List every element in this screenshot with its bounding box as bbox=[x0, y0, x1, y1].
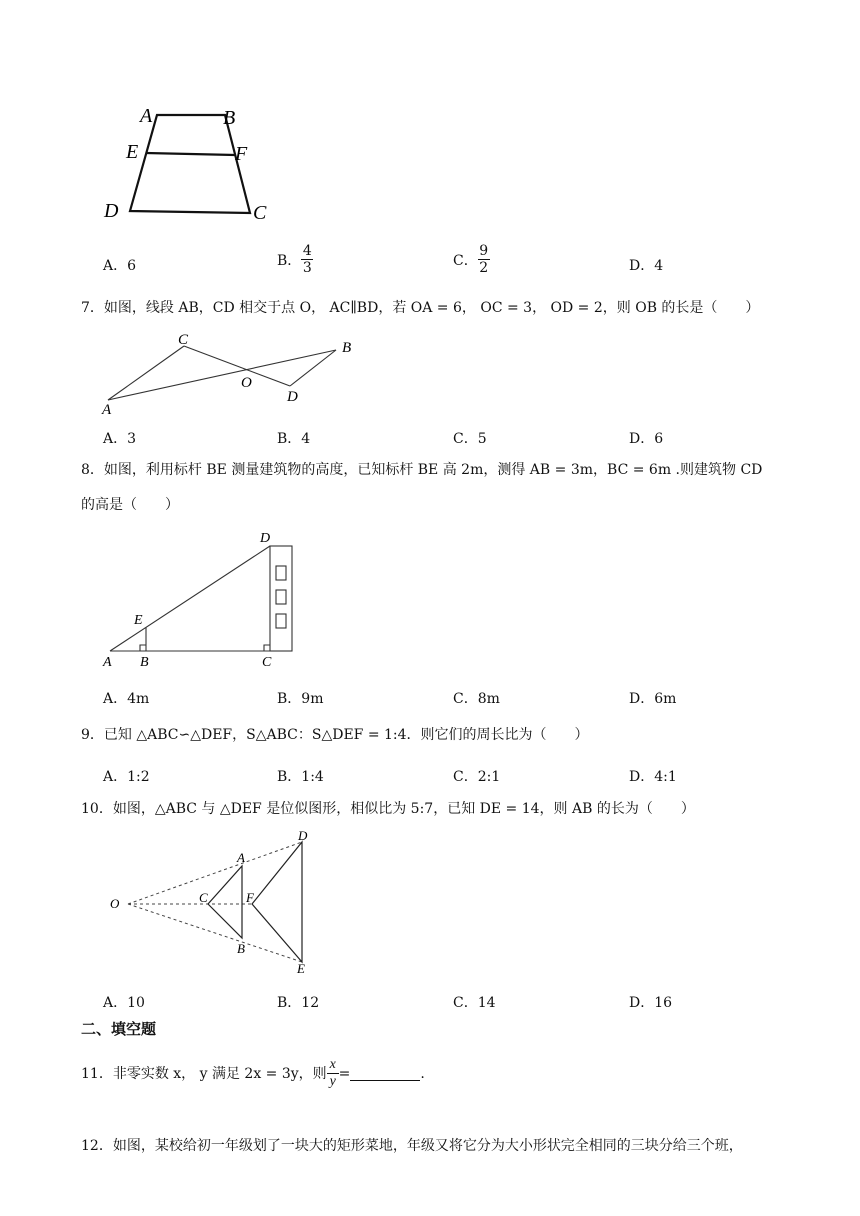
q8-question-text-line1: 8．如图，利用标杆 BE 测量建筑物的高度，已知标杆 BE 高 2m，测得 AB = 3m，BC = 6m .则建筑物 CD bbox=[81, 462, 763, 478]
frac-den: 3 bbox=[302, 260, 312, 276]
q6-option-b-fraction bbox=[301, 243, 313, 276]
q9-option-b[interactable]: B．1:4 bbox=[277, 769, 324, 785]
q8-question-text-line2: 的高是（ ） bbox=[81, 497, 179, 513]
label-e: E bbox=[297, 961, 305, 976]
q11-question bbox=[81, 1057, 425, 1090]
label-b: B bbox=[223, 107, 236, 129]
q10-option-b[interactable]: B．12 bbox=[277, 995, 320, 1011]
q7-question-text: 7．如图，线段 AB，CD 相交于点 O， AC∥BD，若 OA = 6， OC = 3， OD = 2，则 OB 的长是（ ） bbox=[81, 300, 760, 316]
label-c: C bbox=[253, 202, 267, 224]
frac-num: x bbox=[329, 1057, 336, 1072]
label-a: A bbox=[102, 402, 112, 418]
label-a: A bbox=[140, 105, 153, 127]
q6-trapezoid-figure bbox=[100, 100, 280, 225]
q10-option-d[interactable]: D．16 bbox=[629, 995, 673, 1011]
q8-figure bbox=[100, 528, 300, 673]
right-angle-mark bbox=[264, 645, 270, 651]
label-e: E bbox=[134, 613, 143, 628]
label-c: C bbox=[178, 332, 189, 348]
label-c: C bbox=[199, 890, 208, 905]
q7-option-b[interactable]: B．4 bbox=[277, 431, 311, 447]
q6-option-b-prefix: B． bbox=[277, 252, 302, 269]
q6-option-c[interactable] bbox=[453, 243, 490, 276]
q9-option-c[interactable]: C．2:1 bbox=[453, 769, 501, 785]
q10-figure bbox=[100, 830, 330, 980]
q10-question-text: 10．如图，△ABC 与 △DEF 是位似图形，相似比为 5:7，已知 DE = 14，则 AB 的长为（ ） bbox=[81, 801, 695, 817]
label-a: A bbox=[237, 850, 245, 865]
q9-question-text: 9．已知 △ABC∽△DEF，S△ABC：S△DEF = 1:4．则它们的周长比为（ ） bbox=[81, 727, 589, 743]
label-c: C bbox=[262, 655, 272, 670]
label-b: B bbox=[237, 941, 245, 956]
q6-option-b[interactable] bbox=[277, 243, 313, 276]
q8-option-a[interactable]: A．4m bbox=[103, 691, 150, 707]
q7-option-a[interactable]: A．3 bbox=[103, 431, 137, 447]
q8-option-b[interactable]: B．9m bbox=[277, 691, 324, 707]
section-heading-fill-blank: 二、填空题 bbox=[81, 1020, 157, 1038]
q6-option-c-fraction bbox=[478, 243, 490, 276]
building-window bbox=[276, 566, 286, 580]
q6-option-d[interactable]: D．4 bbox=[629, 258, 664, 274]
q10-option-c[interactable]: C．14 bbox=[453, 995, 496, 1011]
label-e: E bbox=[126, 141, 139, 163]
q6-option-c-prefix: C． bbox=[453, 252, 478, 269]
sight-line bbox=[110, 546, 270, 651]
frac-num: 4 bbox=[302, 243, 312, 259]
triangle-abc bbox=[208, 866, 242, 938]
frac-den: 2 bbox=[479, 260, 489, 276]
label-f: F bbox=[235, 143, 248, 165]
label-d: D bbox=[287, 389, 298, 405]
building bbox=[270, 546, 292, 651]
label-d: D bbox=[260, 531, 271, 546]
q11-text-prefix: 11．非零实数 x， y 满足 2x = 3y，则 bbox=[81, 1065, 327, 1082]
trapezoid-abcd bbox=[130, 115, 250, 213]
q6-option-a[interactable]: A．6 bbox=[103, 258, 137, 274]
q7-option-c[interactable]: C．5 bbox=[453, 431, 487, 447]
frac-den: y bbox=[329, 1074, 336, 1089]
q12-question-text: 12．如图，某校给初一年级划了一块大的矩形菜地，年级又将它分为大小形状完全相同的三块分给三个班， bbox=[81, 1138, 743, 1154]
label-d: D bbox=[104, 200, 119, 222]
q11-end: . bbox=[420, 1065, 425, 1082]
q8-option-c[interactable]: C．8m bbox=[453, 691, 500, 707]
label-o: O bbox=[110, 896, 120, 911]
label-d: D bbox=[298, 830, 308, 843]
dashed-line-oe bbox=[128, 904, 302, 962]
label-f: F bbox=[246, 890, 254, 905]
q9-option-a[interactable]: A．1:2 bbox=[103, 769, 150, 785]
q11-fraction bbox=[327, 1057, 339, 1090]
q7-figure bbox=[100, 330, 370, 420]
q11-answer-blank[interactable] bbox=[350, 1066, 420, 1081]
label-b: B bbox=[140, 655, 149, 670]
triangle-def bbox=[252, 842, 302, 962]
segment-ef bbox=[146, 153, 235, 155]
right-angle-mark bbox=[140, 645, 146, 651]
label-b: B bbox=[342, 340, 352, 356]
label-o: O bbox=[241, 375, 252, 391]
q10-option-a[interactable]: A．10 bbox=[103, 995, 145, 1011]
label-a: A bbox=[103, 655, 112, 670]
frac-num: 9 bbox=[479, 243, 489, 259]
dashed-line-od bbox=[128, 842, 302, 904]
building-window bbox=[276, 590, 286, 604]
building-window bbox=[276, 614, 286, 628]
q11-text-suffix: = bbox=[338, 1065, 351, 1082]
q7-option-d[interactable]: D．6 bbox=[629, 431, 664, 447]
q9-option-d[interactable]: D．4:1 bbox=[629, 769, 677, 785]
q8-option-d[interactable]: D．6m bbox=[629, 691, 677, 707]
